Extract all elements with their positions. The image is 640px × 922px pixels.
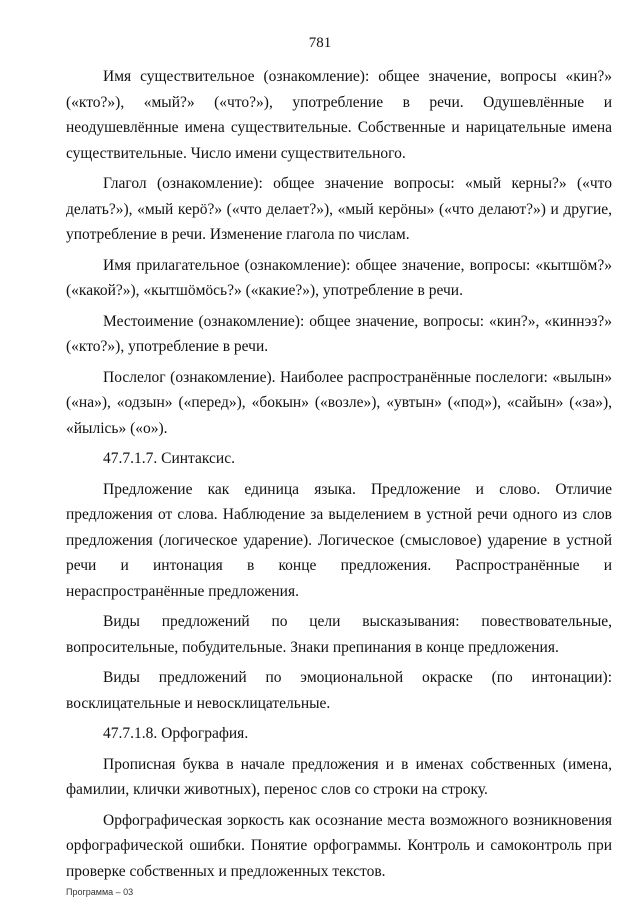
document-body (66, 64, 612, 889)
paragraph-verb: Глагол (ознакомление): общее значение вопросы: «мый керны?» («что делать?»), «мый керö?» («что делает?»), «мый керöны» («что делают?») и другие, употребление в речи. Изменение глагола по числам. (66, 175, 612, 243)
paragraph-sentence: Предложение как единица языка. Предложение и слово. Отличие предложения от слова. Наблюдение за выделением в устной речи одного из слов предложения (логическое ударение). Логическое (смысловое) ударение в устной речи и интонация в конце предложения. Распространённые и нераспространённые предложения. (66, 480, 612, 600)
paragraph-capital-letter: Прописная буква в начале предложения и в именах собственных (имена, фамилии, клички животных), перенос слов со строки на строку. (66, 755, 612, 798)
paragraph-noun: Имя существительное (ознакомление): общее значение, вопросы «кин?» («кто?»), «мый?» («что?»), употребление в речи. Одушевлённые и неодушевлённые имена существительные. Собственные и нарицательные имена существительные. Число имени существительного. (66, 68, 612, 162)
section-heading-syntax: 47.7.1.7. Синтаксис. (103, 450, 235, 467)
paragraph-sentence-purpose: Виды предложений по цели высказывания: повествовательные, вопросительные, побудительные. Знаки препинания в конце предложения. (66, 613, 612, 656)
paragraph-adjective: Имя прилагательное (ознакомление): общее значение, вопросы: «кытшöм?» («какой?»), «кытшöмöсь?» («какие?»), употребление в речи. (66, 256, 612, 299)
page-footer: Программа – 03 (66, 887, 134, 897)
paragraph-spelling-vigilance: Орфографическая зоркость как осознание места возможного возникновения орфографической ошибки. Понятие орфограммы. Контроль и самоконтроль при проверке собственных и предложенных текстов. (66, 811, 612, 880)
page-number: 781 (308, 35, 332, 51)
paragraph-postposition: Послелог (ознакомление). Наиболее распространённые послелоги: «вылын» («на»), «одзын» («перед»), «бокын» («возле»), «увтын» («под»), «сайын» («за»), «йылiсь» («о»). (66, 368, 612, 437)
paragraph-sentence-emotion: Виды предложений по эмоциональной окраске (по интонации): восклицательные и невосклицательные. (66, 669, 612, 712)
section-heading-orthography: 47.7.1.8. Орфография. (103, 725, 249, 742)
paragraph-pronoun: Местоимение (ознакомление): общее значение, вопросы: «кин?», «киннэз?» («кто?»), употребление в речи. (66, 312, 612, 355)
